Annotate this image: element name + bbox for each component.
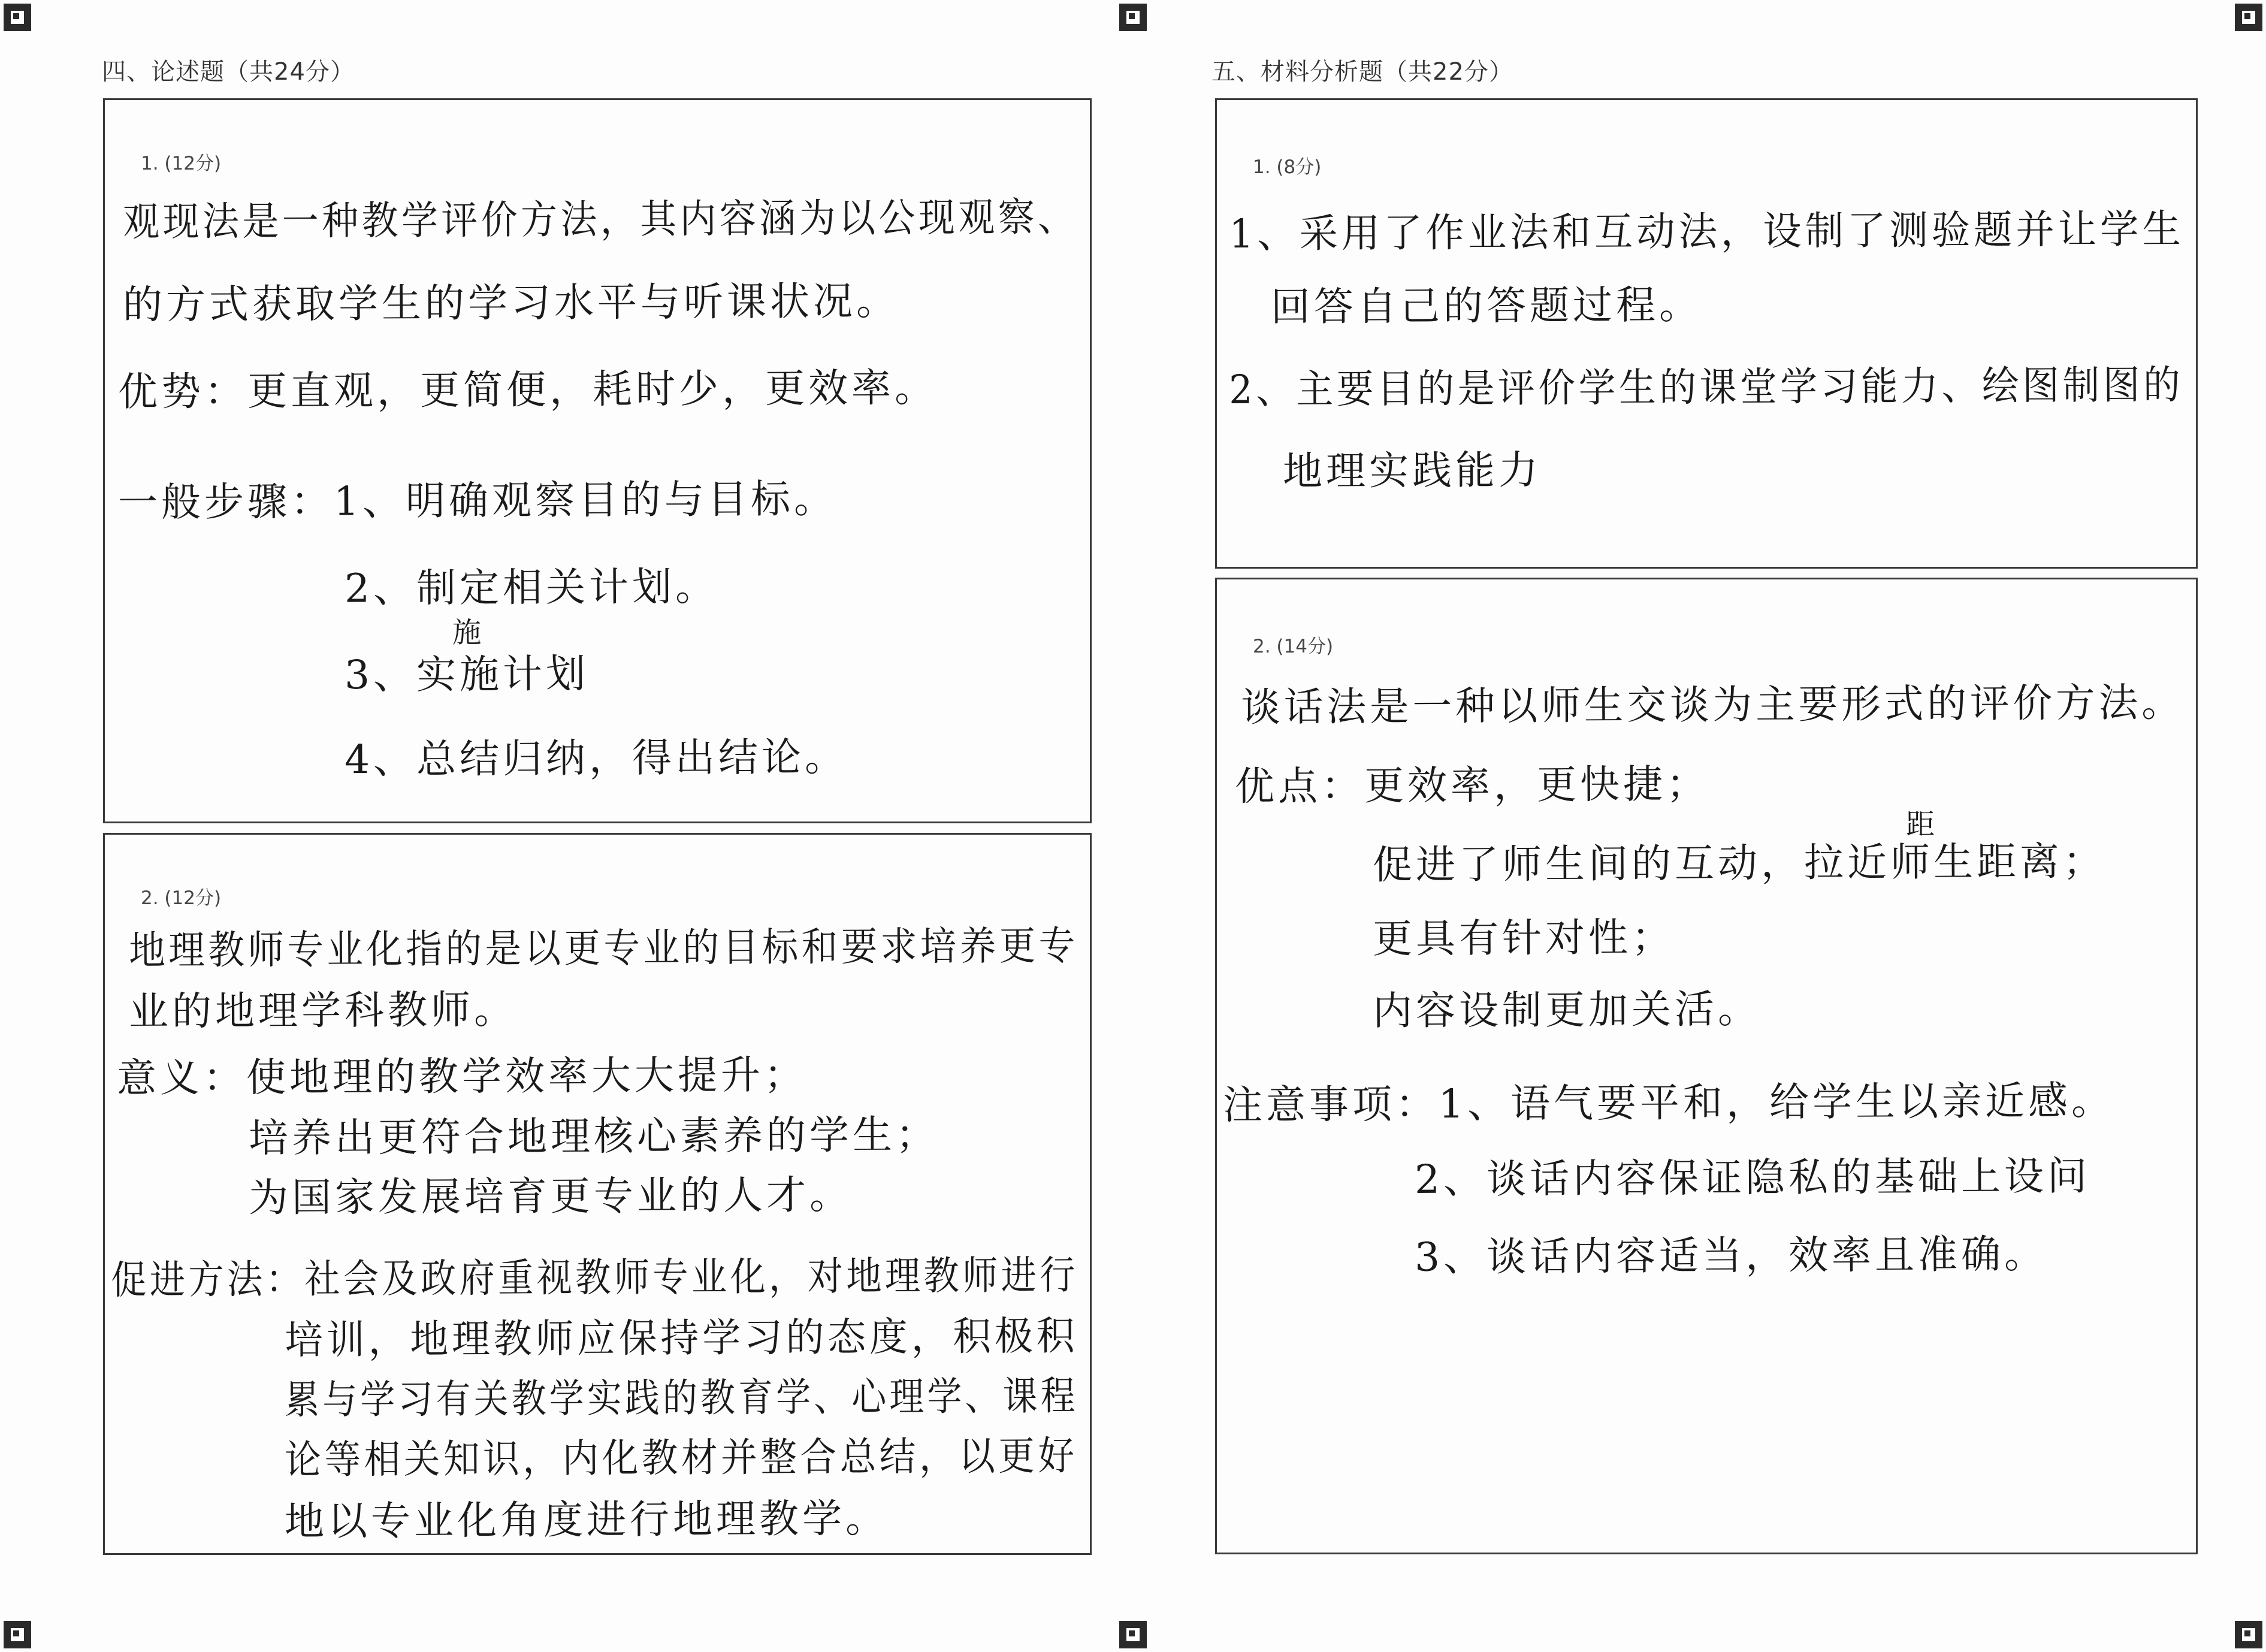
answer-line: 为国家发展培育更专业的人才。 bbox=[248, 1171, 853, 1221]
answer-line: 内容设制更加关活。 bbox=[1372, 986, 1762, 1034]
answer-box-q4-1 bbox=[103, 98, 1092, 823]
answer-line: 3、谈话内容适当，效率且准确。 bbox=[1414, 1231, 2048, 1280]
answer-line: 促进方法：社会及政府重视教师专业化，对地理教师进行 bbox=[111, 1252, 1079, 1303]
answer-line: 优点：更效率，更快捷； bbox=[1234, 760, 1710, 810]
section-title-essay: 四、论述题（共24分） bbox=[102, 58, 355, 86]
answer-line: 回答自己的答题过程。 bbox=[1270, 282, 1703, 330]
answer-line: 更具有针对性； bbox=[1372, 914, 1675, 962]
answer-line: 培养出更符合地理核心素养的学生； bbox=[248, 1111, 939, 1162]
answer-box-q4-2 bbox=[103, 833, 1092, 1555]
answer-line: 谈话法是一种以师生交谈为主要形式的评价方法。 bbox=[1241, 679, 2185, 730]
answer-line: 一般步骤：1、明确观察目的与目标。 bbox=[117, 475, 838, 526]
question-label: 2. (12分) bbox=[141, 887, 222, 909]
registration-marker-top-right bbox=[2235, 4, 2262, 31]
answer-line: 观现法是一种教学评价方法，其内容涵为以公现观察、 bbox=[123, 194, 1078, 245]
question-label: 1. (8分) bbox=[1253, 156, 1322, 178]
answer-line: 地理实践能力 bbox=[1282, 446, 1542, 495]
question-label: 1. (12分) bbox=[141, 153, 222, 174]
registration-marker-top-left bbox=[4, 4, 31, 31]
answer-line: 论等相关知识，内化教材并整合总结，以更好 bbox=[285, 1433, 1078, 1483]
answer-line: 2、主要目的是评价学生的课堂学习能力、绘图制图的 bbox=[1229, 361, 2184, 413]
registration-marker-bottom-center bbox=[1119, 1621, 1147, 1648]
answer-line: 1、采用了作业法和互动法，设制了测验题并让学生 bbox=[1229, 206, 2185, 257]
answer-line: 优势：更直观，更简便，耗时少，更效率。 bbox=[117, 364, 938, 415]
question-label: 2. (14分) bbox=[1253, 636, 1334, 657]
answer-line: 4、总结归纳，得出结论。 bbox=[344, 733, 848, 783]
answer-line: 累与学习有关教学实践的教育学、心理学、课程 bbox=[285, 1373, 1078, 1423]
registration-marker-top-center bbox=[1119, 4, 1147, 31]
answer-box-q5-1 bbox=[1215, 98, 2198, 569]
section-title-material-analysis: 五、材料分析题（共22分） bbox=[1211, 58, 1513, 86]
answer-line: 注意事项：1、语气要平和，给学生以亲近感。 bbox=[1222, 1077, 2115, 1128]
answer-line: 地理教师专业化指的是以更专业的目标和要求培养更专 bbox=[129, 922, 1079, 974]
correction-insert: 施 bbox=[452, 615, 485, 650]
answer-line: 2、谈话内容保证隐私的基础上设问 bbox=[1414, 1153, 2091, 1203]
answer-line: 促进了师生间的互动，拉近师生距离； bbox=[1372, 838, 2107, 889]
correction-insert: 距 bbox=[1905, 807, 1939, 842]
registration-marker-bottom-right bbox=[2235, 1621, 2262, 1648]
answer-line: 3、实施计划 bbox=[344, 650, 590, 699]
answer-line: 意义：使地理的教学效率大大提升； bbox=[116, 1051, 808, 1102]
answer-line: 的方式获取学生的学习水平与听课状况。 bbox=[122, 277, 900, 328]
answer-line: 地以专业化角度进行地理教学。 bbox=[284, 1495, 889, 1545]
answer-line: 业的地理学科教师。 bbox=[128, 986, 518, 1035]
answer-box-q5-2 bbox=[1215, 578, 2198, 1554]
answer-line: 培训，地理教师应保持学习的态度，积极积 bbox=[285, 1313, 1078, 1363]
registration-marker-bottom-left bbox=[4, 1621, 31, 1648]
answer-line: 2、制定相关计划。 bbox=[344, 563, 719, 612]
